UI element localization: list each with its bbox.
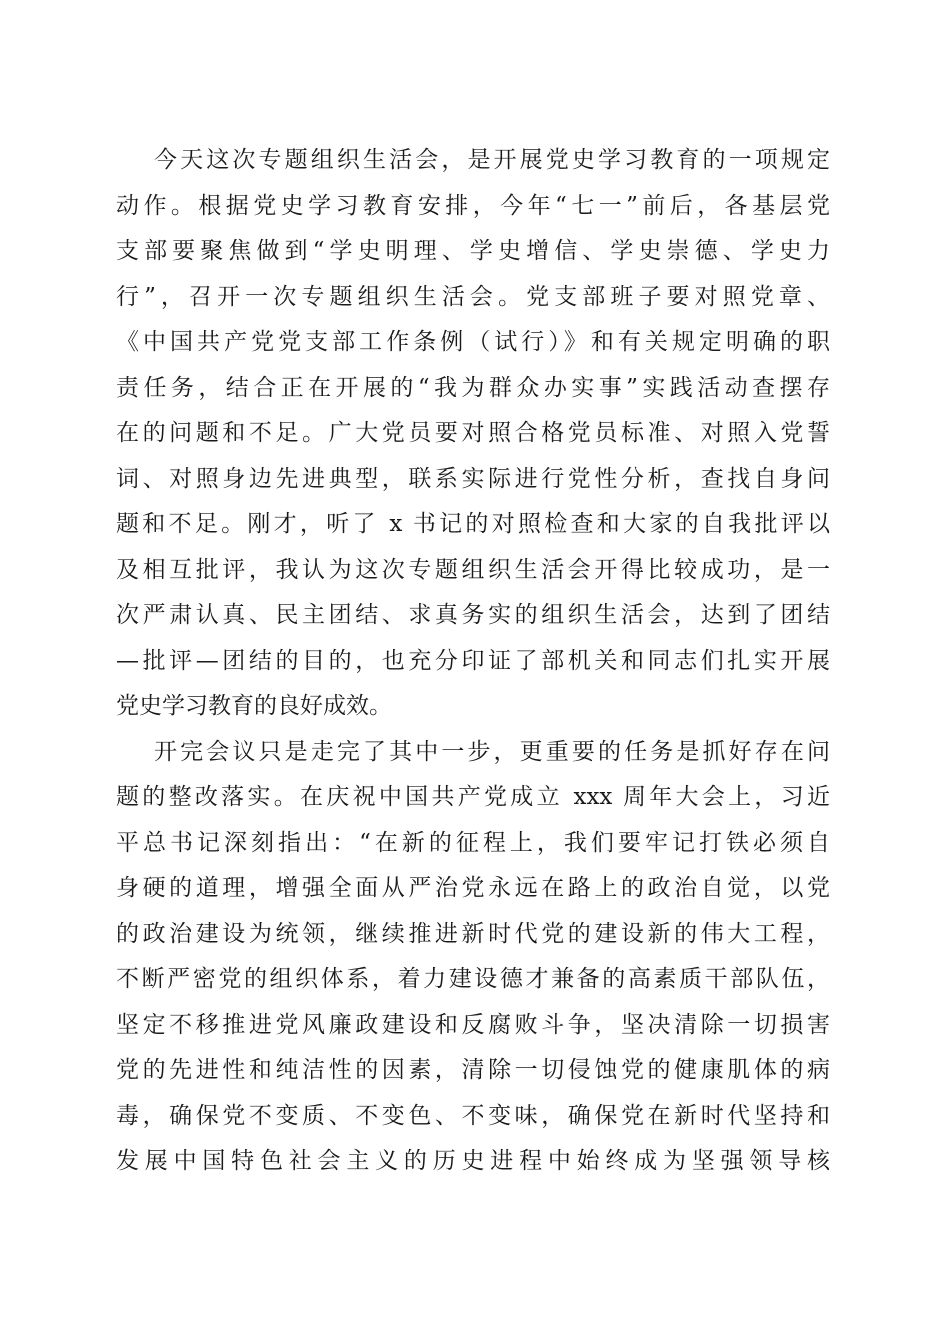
- paragraph-1-line-5: 《中国共产党党支部工作条例（试行）》和有关规定明确的职: [116, 329, 830, 355]
- paragraph-1-line-9: 题和不足。刚才，听了 x 书记的对照检查和大家的自我批评以: [116, 511, 830, 537]
- paragraph-1-line-1: 今天这次专题组织生活会，是开展党史学习教育的一项规定: [154, 147, 830, 173]
- paragraph-2-line-10: 发展中国特色社会主义的历史进程中始终成为坚强领导核: [116, 1148, 830, 1174]
- paragraph-2-line-1: 开完会议只是走完了其中一步，更重要的任务是抓好存在问: [154, 738, 830, 765]
- paragraph-1-line-7: 在的问题和不足。广大党员要对照合格党员标准、对照入党誓: [116, 420, 830, 446]
- paragraph-1-line-2: 动作。根据党史学习教育安排，今年“七一”前后，各基层党: [116, 192, 830, 219]
- paragraph-1-line-13: 党史学习教育的良好成效。: [116, 693, 392, 719]
- paragraph-2-line-9: 毒，确保党不变质、不变色、不变味，确保党在新时代坚持和: [116, 1102, 830, 1129]
- paragraph-2-line-2: 题的整改落实。在庆祝中国共产党成立 xxx 周年大会上，习近: [116, 784, 830, 810]
- body-text: [116, 138, 830, 1185]
- paragraph-2-line-6: 不断严密党的组织体系，着力建设德才兼备的高素质干部队伍，: [116, 966, 830, 992]
- paragraph-2-line-7: 坚定不移推进党风廉政建设和反腐败斗争，坚决清除一切损害: [116, 1011, 830, 1038]
- paragraph-2-line-8: 党的先进性和纯洁性的因素，清除一切侵蚀党的健康肌体的病: [116, 1057, 830, 1083]
- paragraph-1-line-11: 次严肃认真、民主团结、求真务实的组织生活会，达到了团结: [116, 602, 830, 628]
- paragraph-2-line-4: 身硬的道理，增强全面从严治党永远在路上的政治自觉，以党: [116, 875, 830, 901]
- paragraph-2-line-3: 平总书记深刻指出：“在新的征程上，我们要牢记打铁必须自: [116, 829, 830, 856]
- paragraph-1-line-3: 支部要聚焦做到“学史明理、学史增信、学史崇德、学史力: [116, 238, 830, 264]
- paragraph-1-line-12: —批评—团结的目的，也充分印证了部机关和同志们扎实开展: [116, 647, 830, 674]
- paragraph-2-line-5: 的政治建设为统领，继续推进新时代党的建设新的伟大工程，: [116, 920, 830, 947]
- paragraph-1-line-10: 及相互批评，我认为这次专题组织生活会开得比较成功，是一: [116, 556, 830, 583]
- paragraph-1-line-8: 词、对照身边先进典型，联系实际进行党性分析，查找自身问: [116, 465, 830, 492]
- paragraph-1-line-6: 责任务，结合正在开展的“我为群众办实事”实践活动查摆存: [116, 374, 830, 401]
- paragraph-1-line-4: 行”，召开一次专题组织生活会。党支部班子要对照党章、: [116, 283, 830, 310]
